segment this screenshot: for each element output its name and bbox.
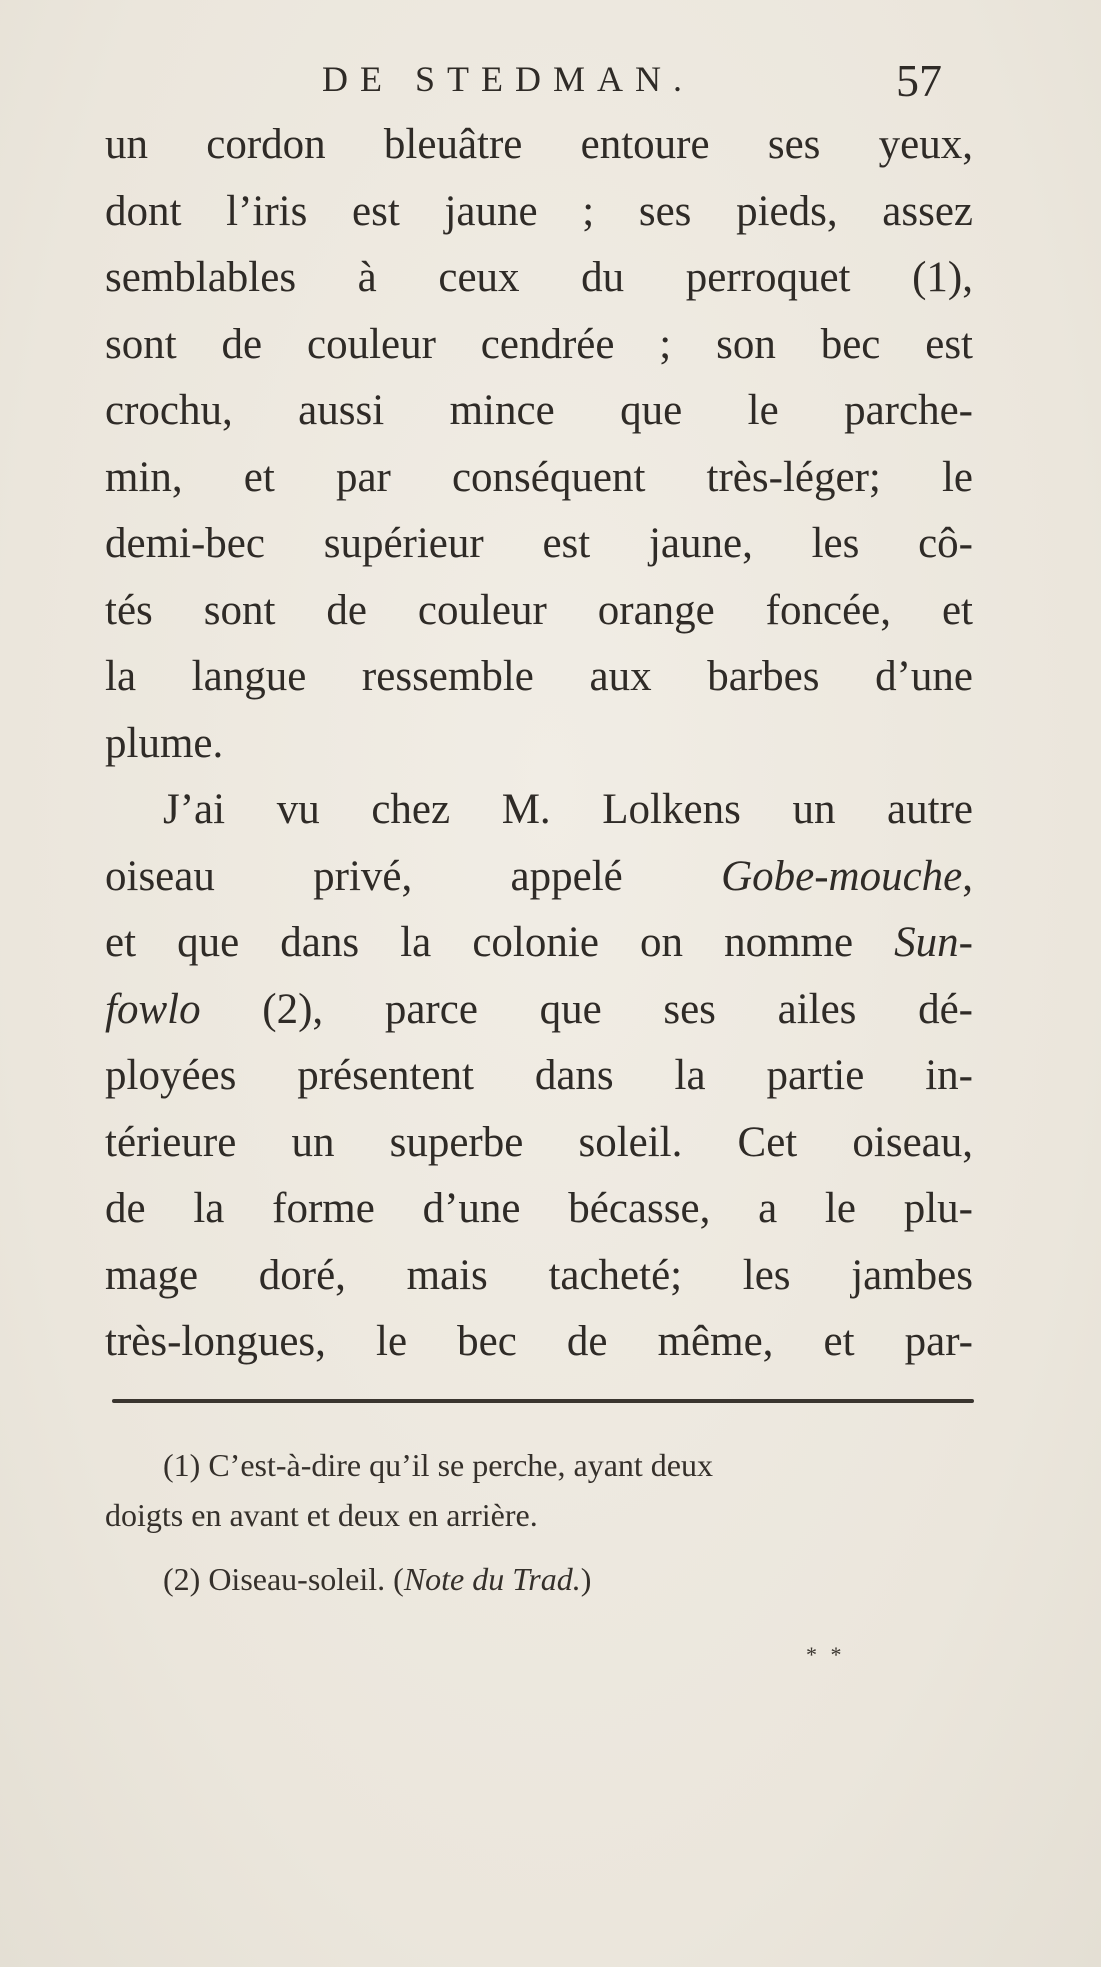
text-line: tés sont de couleur orange foncée, et xyxy=(105,586,973,634)
text-line: min, et par conséquent très-léger; le xyxy=(105,453,973,501)
text-line: térieure un superbe soleil. Cet oiseau, xyxy=(105,1118,973,1166)
italic-term: Gobe-mouche xyxy=(721,852,963,900)
text-line xyxy=(105,910,973,977)
text-line xyxy=(105,977,973,1044)
page-number: 57 xyxy=(896,55,942,106)
text-line: de la forme d’une bécasse, a le plu- xyxy=(105,1185,973,1232)
text-line xyxy=(105,844,973,911)
text-line: ployées présentent dans la partie in- xyxy=(105,1052,973,1099)
footnote-1-line-2: doigts en avant et deux en arrière. xyxy=(105,1497,538,1533)
text-line: demi-bec supérieur est jaune, les cô- xyxy=(105,520,973,567)
footnotes xyxy=(105,1440,985,1604)
footnote-1-line-1: (1) C’est-à-dire qu’il se perche, ayant deux xyxy=(163,1447,713,1483)
text-line: la langue ressemble aux barbes d’une xyxy=(105,653,973,700)
text-line: plume. xyxy=(105,719,224,767)
text-line: mage doré, mais tacheté; les jambes xyxy=(105,1251,973,1299)
italic-term: Note du Trad. xyxy=(403,1561,581,1597)
text-line: très-longues, le bec de même, et par- xyxy=(105,1318,973,1365)
paragraph-opening-line: J’ai vu chez M. Lolkens un autre xyxy=(163,786,973,833)
text-line: dont l’iris est jaune ; ses pieds, assez xyxy=(105,187,973,235)
body-text xyxy=(105,112,973,1376)
footnote-separator-rule xyxy=(112,1399,974,1403)
text-segment: oiseau privé, appelé xyxy=(105,852,722,900)
text-segment: ) xyxy=(580,1561,592,1597)
text-line: un cordon bleuâtre entoure ses yeux, xyxy=(105,121,973,168)
running-head xyxy=(0,55,1101,118)
footnote-2 xyxy=(105,1554,985,1604)
text-segment: (2), parce que ses ailes dé- xyxy=(200,985,973,1033)
text-line: sont de couleur cendrée ; son bec est xyxy=(105,320,973,368)
text-segment: et que dans la colonie on nomme xyxy=(105,919,895,966)
text-segment: , xyxy=(962,852,973,900)
running-head-title: DE STEDMAN. xyxy=(322,59,694,99)
signature-mark: * * xyxy=(806,1642,846,1667)
text-segment: (2) Oiseau-soleil. ( xyxy=(163,1561,404,1597)
footnote-gap xyxy=(105,1540,985,1554)
italic-term: fowlo xyxy=(105,985,201,1033)
italic-term: Sun- xyxy=(894,919,973,966)
text-line: crochu, aussi mince que le parche- xyxy=(105,387,973,434)
text-line: semblables à ceux du perroquet (1), xyxy=(105,254,973,301)
